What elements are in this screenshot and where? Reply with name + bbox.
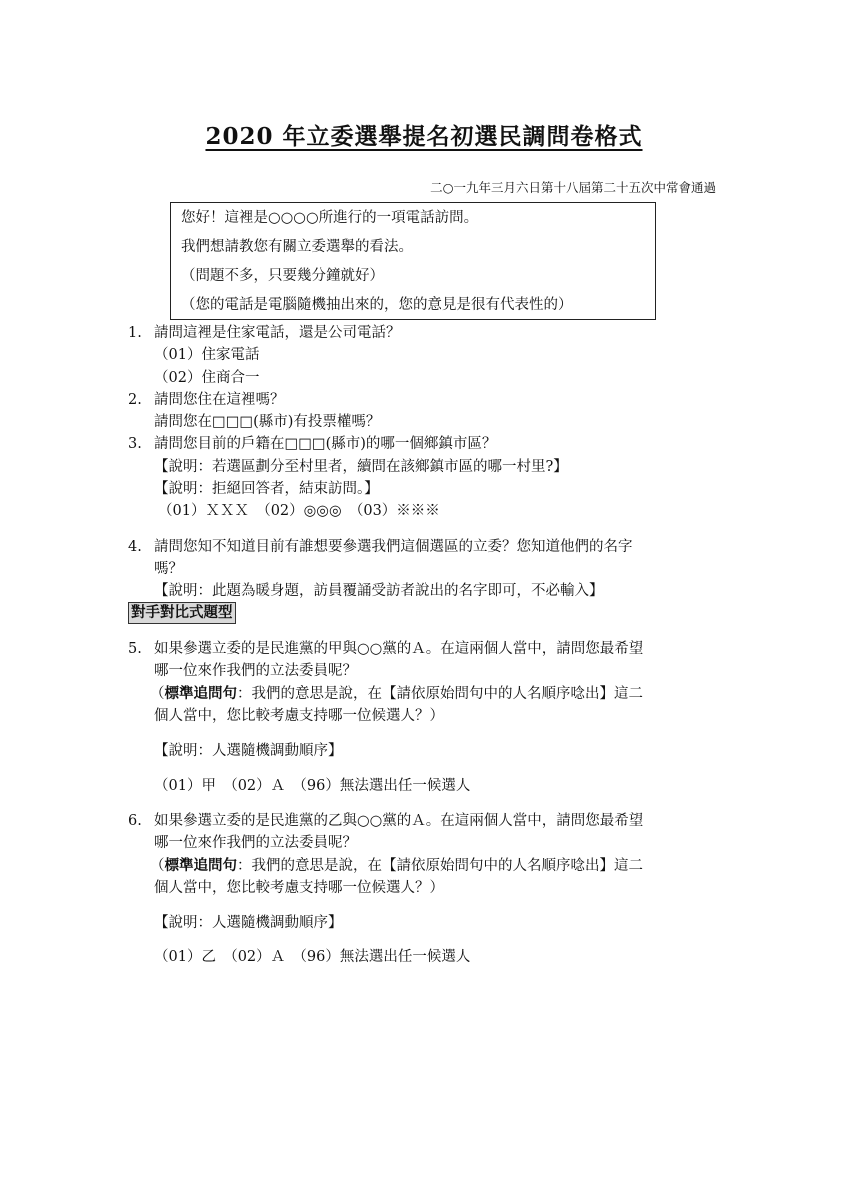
question-3-options: （01）ＸＸＸ （02）◎◎◎ （03）※※※ bbox=[158, 503, 440, 519]
question-2-sub: 請問您在□□□(縣市)有投票權嗎？ bbox=[154, 414, 381, 430]
question-5-note: 【說明：人選隨機調動順序】 bbox=[154, 743, 343, 759]
question-5-line-2: 哪一位來作我們的立法委員呢？ bbox=[154, 663, 357, 679]
question-5-followup-line-2: 個人當中，您比較考慮支持哪一位候選人？） bbox=[154, 708, 444, 724]
document-title: 2020 年立委選舉提名初選民調問卷格式 bbox=[205, 123, 643, 150]
question-1-option-2: （02）住商合一 bbox=[154, 370, 260, 386]
question-6-followup: （標準追問句：我們的意思是說，在【請依原始問句中的人名順序唸出】這二 bbox=[150, 857, 643, 874]
question-3-note-2: 【說明：拒絕回答者，結束訪問。】 bbox=[154, 481, 379, 497]
question-6: 6. 如果參選立委的是民進黨的乙與○○黨的Ａ。在這兩個人當中，請問您最希望 bbox=[128, 813, 644, 829]
question-5: 5. 如果參選立委的是民進黨的甲與○○黨的Ａ。在這兩個人當中，請問您最希望 bbox=[128, 641, 644, 657]
question-4-line-2: 嗎？ bbox=[154, 561, 183, 577]
question-1-option-1: （01）住家電話 bbox=[154, 347, 260, 363]
question-3-note-1: 【說明：若選區劃分至村里者，續問在該鄉鎮市區的哪一村里?】 bbox=[154, 459, 568, 475]
question-6-note: 【說明：人選隨機調動順序】 bbox=[154, 915, 343, 931]
question-5-followup: （標準追問句：我們的意思是說，在【請依原始問句中的人名順序唸出】這二 bbox=[150, 685, 643, 702]
followup-label: 標準追問句 bbox=[164, 685, 237, 702]
section-label: 對手對比式題型 bbox=[128, 602, 236, 624]
intro-line: （您的電話是電腦隨機抽出來的，您的意見是很有代表性的） bbox=[181, 297, 573, 313]
question-6-line-2: 哪一位來作我們的立法委員呢？ bbox=[154, 835, 357, 851]
question-6-options: （01）乙 （02）Ａ （96）無法選出任一候選人 bbox=[154, 949, 471, 965]
followup-label: 標準追問句 bbox=[164, 857, 237, 874]
question-6-followup-line-2: 個人當中，您比較考慮支持哪一位候選人？） bbox=[154, 880, 444, 896]
intro-line: 您好！這裡是○○○○所進行的一項電話訪問。 bbox=[181, 210, 479, 226]
question-1: 1. 請問這裡是住家電話，還是公司電話？ bbox=[128, 325, 401, 341]
question-2: 2. 請問您住在這裡嗎？ bbox=[128, 392, 285, 408]
intro-line: （問題不多，只要幾分鐘就好） bbox=[181, 268, 384, 284]
intro-box bbox=[170, 202, 656, 320]
question-3: 3. 請問您目前的戶籍在□□□(縣市)的哪一個鄉鎮市區？ bbox=[128, 436, 497, 452]
question-4: 4. 請問您知不知道目前有誰想要參選我們這個選區的立委？您知道他們的名字 bbox=[128, 539, 633, 555]
question-5-options: （01）甲 （02）Ａ （96）無法選出任一候選人 bbox=[154, 778, 471, 794]
intro-line: 我們想請教您有關立委選舉的看法。 bbox=[181, 239, 413, 255]
approval-note: 二○一九年三月六日第十八屆第二十五次中常會通過 bbox=[430, 180, 716, 195]
question-4-note: 【說明：此題為暖身題，訪員覆誦受訪者說出的名字即可，不必輸入】 bbox=[154, 583, 604, 599]
